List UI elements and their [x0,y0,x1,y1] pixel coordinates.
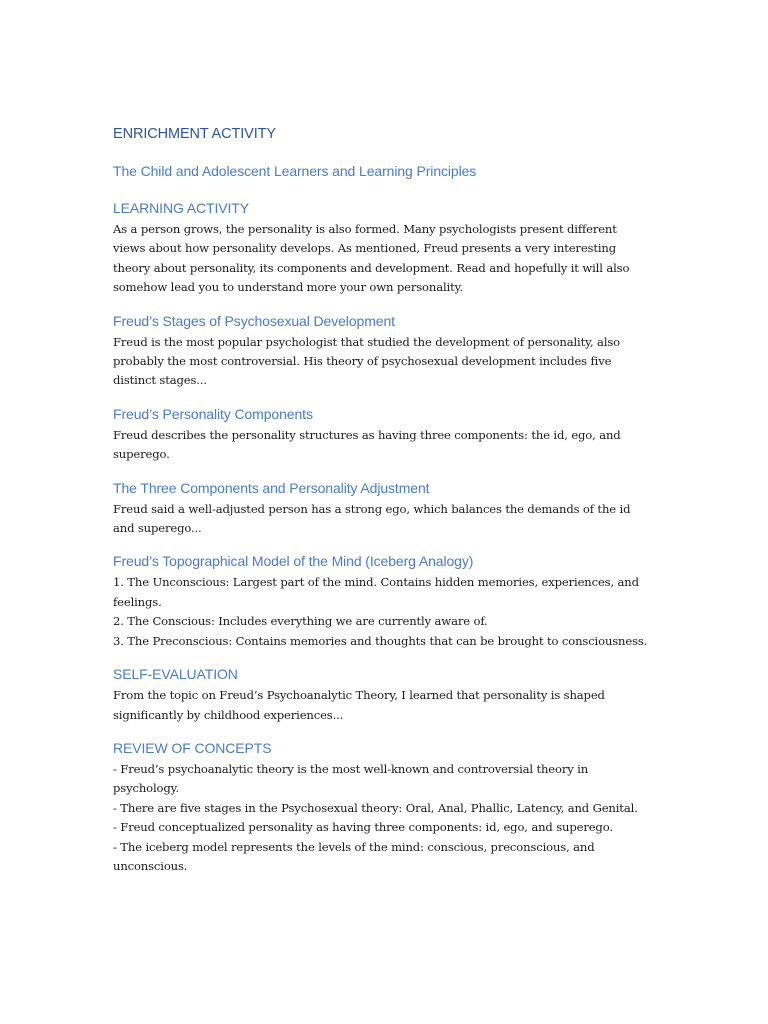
body-line: As a person grows, the personality is also formed. Many psychologists present different [113,222,617,236]
section-self-evaluation [113,664,673,725]
section-heading: SELF-EVALUATION [113,666,238,683]
section-body [113,686,673,725]
body-line: - There are five stages in the Psychosexual theory: Oral, Anal, Phallic, Latency, and Genital. [113,800,638,815]
section-heading: REVIEW OF CONCEPTS [113,739,272,756]
body-line: 1. The Unconscious: Largest part of the mind. Contains hidden memories, experiences, and [113,575,639,590]
section-review-of-concepts [113,738,673,876]
body-line: significantly by childhood experiences... [113,707,344,722]
body-line: - Freud’s psychoanalytic theory is the most well-known and controversial theory in [113,761,589,776]
section-topographical-model [113,551,673,651]
body-line: - Freud conceptualized personality as having three components: id, ego, and superego. [113,820,613,835]
body-line: somehow lead you to understand more your own personality. [113,280,463,295]
body-line: - The iceberg model represents the levels of the mind: conscious, preconscious, and [113,839,595,854]
section-heading: Freud’s Personality Components [113,405,313,422]
section-heading: The Three Components and Personality Adjustment [113,479,430,496]
body-line: unconscious. [113,858,188,873]
section-personality-adjustment [113,478,673,539]
body-line: feelings. [113,594,162,609]
section-heading: Freud’s Topographical Model of the Mind (Iceberg Analogy) [113,553,474,570]
section-heading: Freud’s Stages of Psychosexual Development [113,312,395,329]
body-line: Freud describes the personality structures as having three components: the id, ego, and [113,427,621,442]
section-learning-activity [113,198,673,298]
body-line: From the topic on Freud’s Psychoanalytic Theory, I learned that personality is shaped [113,688,605,703]
body-line: Freud said a well-adjusted person has a strong ego, which balances the demands of the id [113,501,631,516]
section-body [113,333,673,391]
body-line: views about how personality develops. As mentioned, Freud presents a very interesting [113,241,616,256]
section-body [113,500,673,539]
section-heading: LEARNING ACTIVITY [113,200,249,216]
document-title: ENRICHMENT ACTIVITY [113,126,276,142]
body-line: distinct stages... [113,373,207,388]
body-line: Freud is the most popular psychologist that studied the development of personality, also [113,334,621,349]
section-body [113,426,673,465]
section-personality-components [113,404,673,465]
body-line: theory about personality, its components and development. Read and hopefully it will also [113,260,630,275]
document-subtitle: The Child and Adolescent Learners and Learning Principles [113,163,477,179]
document-page [113,124,673,889]
body-line: and superego... [113,521,202,536]
body-line: superego. [113,447,170,462]
section-body [113,573,673,651]
section-psychosexual-development [113,311,673,391]
body-line: 3. The Preconscious: Contains memories and thoughts that can be brought to consciousness. [113,633,648,648]
section-body [113,760,673,876]
body-line: 2. The Conscious: Includes everything we are currently aware of. [113,614,488,629]
body-line: psychology. [113,781,180,796]
body-line: probably the most controversial. His theory of psychosexual development includes five [113,354,612,369]
section-body [113,220,673,298]
